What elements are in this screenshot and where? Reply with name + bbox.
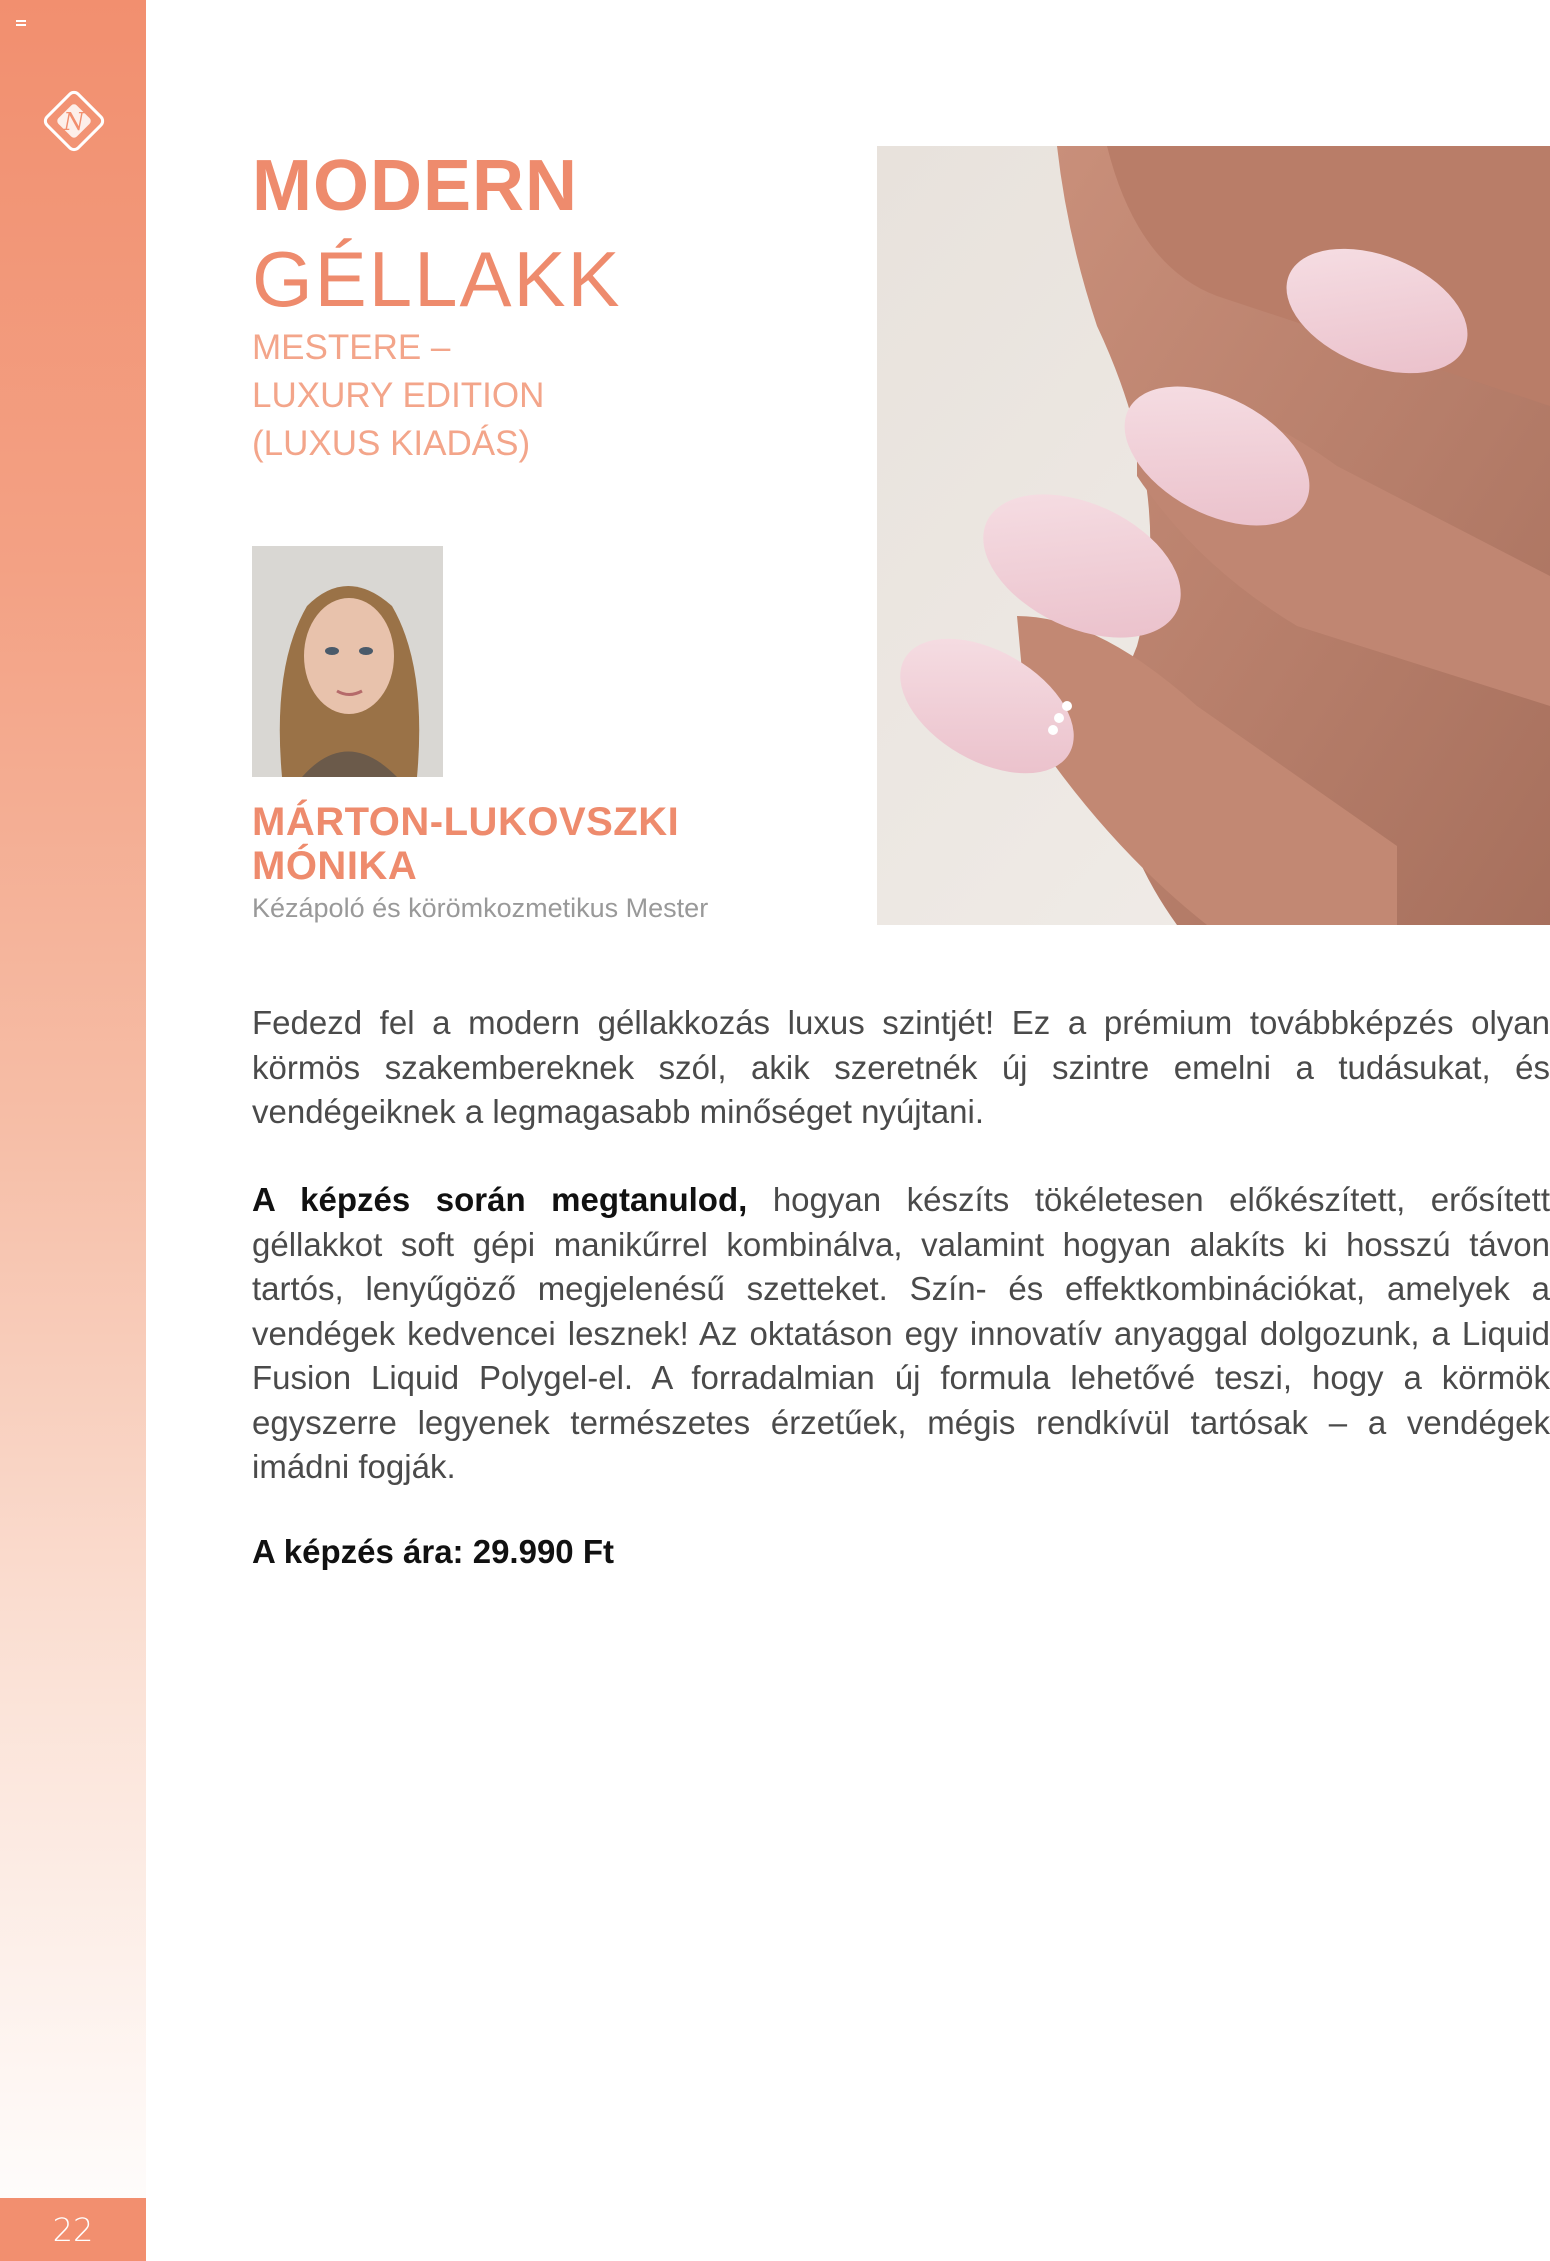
svg-text:N: N <box>63 108 85 136</box>
title-modern: MODERN <box>252 146 578 226</box>
page-number: 22 <box>0 2198 146 2261</box>
brand-logo-icon <box>41 88 107 154</box>
menu-icon[interactable] <box>16 20 26 28</box>
title-gellakk: GÉLLAKK <box>252 235 622 323</box>
name-line: MÁRTON-LUKOVSZKI <box>252 800 680 844</box>
instructor-name <box>252 800 679 888</box>
instructor-portrait <box>252 546 443 777</box>
nail-art-photo <box>877 146 1550 925</box>
subtitle-line: MESTERE – <box>252 328 451 367</box>
sidebar-accent-bar <box>0 0 146 2261</box>
name-line: MÓNIKA <box>252 844 418 888</box>
subtitle-line: LUXURY EDITION <box>252 376 545 415</box>
instructor-role: Kézápoló és körömkozmetikus Mester <box>252 893 709 923</box>
learning-lead: A képzés során megtanulod, <box>252 1181 748 1218</box>
course-subtitle <box>252 324 652 468</box>
intro-paragraph: Fedezd fel a modern géllakkozás luxus szintjét! Ez a prémium továbbképzés olyan körmös szakembereknek szól, akik szeretnék új szintre emelni a tudásukat, és vendégeiknek a legmagasabb minőséget nyújtani. <box>252 1004 1550 1130</box>
subtitle-line: (LUXUS KIADÁS) <box>252 424 531 463</box>
course-price: A képzés ára: 29.990 Ft <box>252 1533 614 1570</box>
learning-text: hogyan készíts tökéletesen előkészített, erősített géllakkot soft gépi manikűrrel kombinálva, valamint hogyan alakíts ki hosszú távon tartós, lenyűgöző megjelenésű szetteket. Szín- és effektkombinációkat, amelyek a vendégek kedvencei lesznek! Az oktatáson egy innovatív anyaggal dolgozunk, a Liquid Fusion Liquid Polygel-el. A forradalmian új formula lehetővé teszi, hogy a körmök egyszerre legyenek természetes érzetűek, mégis rendkívül tartósak – a vendégek imádni fogják. <box>252 1181 1550 1485</box>
learning-paragraph <box>252 1178 1550 1490</box>
